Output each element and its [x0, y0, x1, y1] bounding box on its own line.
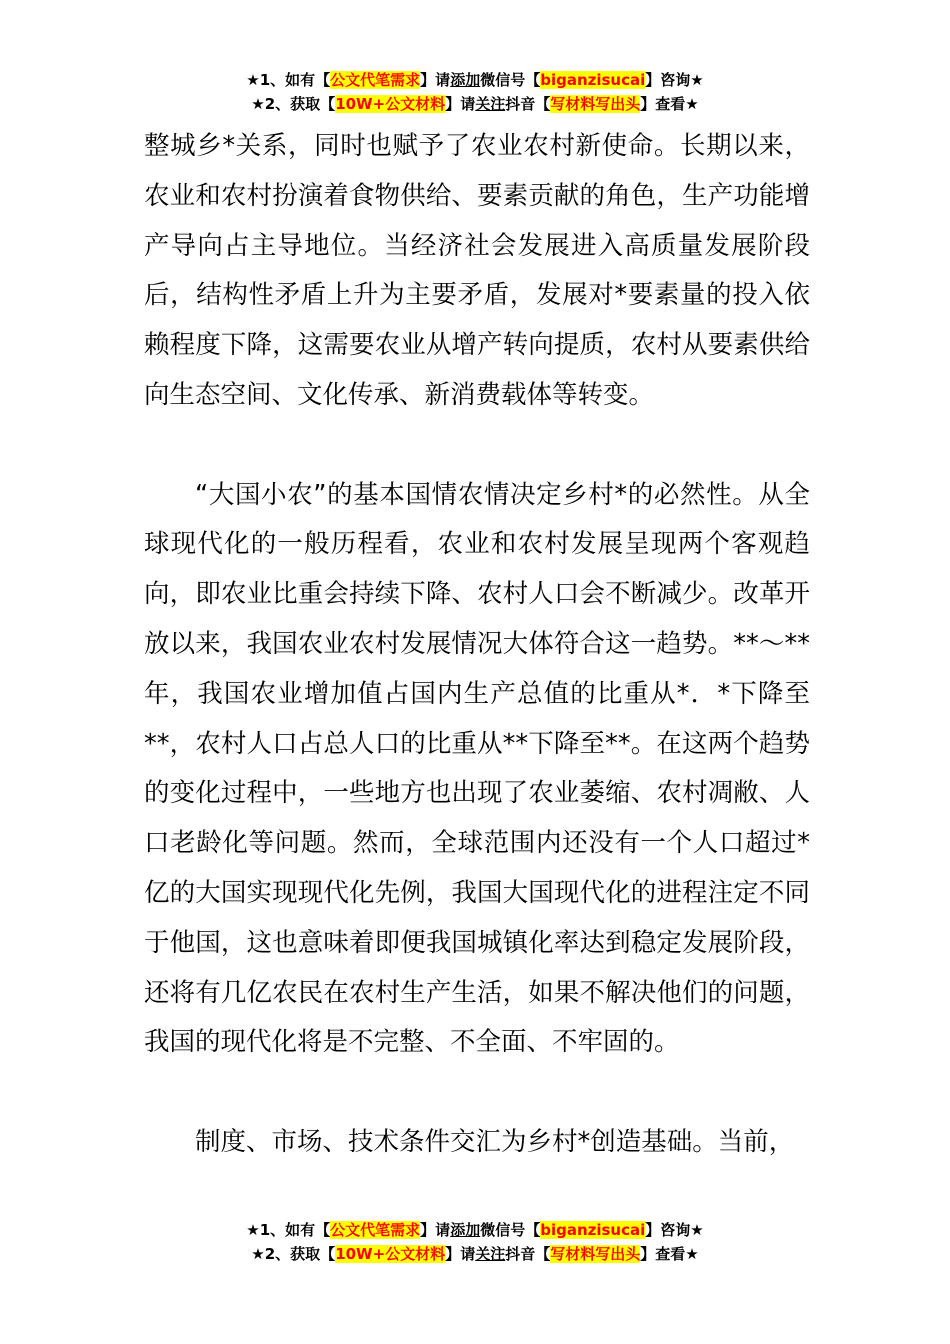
paragraph-spacer [144, 421, 810, 471]
banner-highlight-wechat-id: biganzisucai [540, 71, 646, 89]
banner-text: 微信号【 [480, 71, 541, 89]
paragraph-spacer [144, 1068, 810, 1118]
banner-highlight: 公文代笔需求 [330, 71, 421, 89]
banner-text: 抖音【 [505, 1245, 551, 1263]
banner-highlight-wechat-id: biganzisucai [540, 1221, 646, 1239]
banner-highlight: 10W+公文材料 [335, 95, 446, 113]
banner-text: 】咨询★ [645, 71, 704, 89]
banner-text: 】咨询★ [645, 1221, 704, 1239]
banner-text: 】请 [445, 1245, 476, 1263]
header-banner [0, 68, 950, 116]
paragraph-3: 制度、市场、技术条件交汇为乡村*创造基础。当前， [195, 1126, 795, 1157]
banner-text: 】请 [420, 71, 451, 89]
banner-text: ★1、如有【 [246, 71, 331, 89]
banner-underlined: 关注 [475, 95, 506, 113]
banner-line-2 [0, 1242, 950, 1266]
banner-underlined: 添加 [450, 71, 481, 89]
banner-highlight: 10W+公文材料 [335, 1245, 446, 1263]
banner-highlight-douyin: 写材料写出头 [550, 95, 641, 113]
banner-highlight-douyin: 写材料写出头 [550, 1245, 641, 1263]
banner-text: ★2、获取【 [251, 95, 336, 113]
banner-text: 】查看★ [640, 1245, 699, 1263]
banner-text: ★2、获取【 [251, 1245, 336, 1263]
banner-text: 】请 [420, 1221, 451, 1239]
banner-text: 】请 [445, 95, 476, 113]
banner-underlined: 关注 [475, 1245, 506, 1263]
banner-highlight: 公文代笔需求 [330, 1221, 421, 1239]
banner-text: 微信号【 [480, 1221, 541, 1239]
document-body [144, 122, 810, 1168]
banner-line-1 [0, 68, 950, 92]
footer-banner [0, 1218, 950, 1266]
paragraph-2: “大国小农”的基本国情农情决定乡村*的必然性。从全球现代化的一般历程看，农业和农村发展呈现两个客观趋向，即农业比重会持续下降、农村人口会不断减少。改革开放以来，我国农业农村发展情况大体符合这一趋势。**～**年，我国农业增加值占国内生产总值的比重从*．*下降至**，农村人口占总人口的比重从**下降至**。在这两个趋势的变化过程中，一些地方也出现了农业萎缩、农村凋敝、人口老龄化等问题。然而，全球范围内还没有一个人口超过*亿的大国实现现代化先例，我国大国现代化的进程注定不同于他国，这也意味着即便我国城镇化率达到稳定发展阶段，还将有几亿农民在农村生产生活，如果不解决他们的问题，我国的现代化将是不完整、不全面、不牢固的。 [144, 479, 810, 1058]
banner-line-2 [0, 92, 950, 116]
banner-text: ★1、如有【 [246, 1221, 331, 1239]
banner-text: 】查看★ [640, 95, 699, 113]
banner-text: 抖音【 [505, 95, 551, 113]
banner-underlined: 添加 [450, 1221, 481, 1239]
paragraph-1: 整城乡*关系，同时也赋予了农业农村新使命。长期以来，农业和农村扮演着食物供给、要素贡献的角色，生产功能增产导向占主导地位。当经济社会发展进入高质量发展阶段后，结构性矛盾上升为主要矛盾，发展对*要素量的投入依赖程度下降，这需要农业从增产转向提质，农村从要素供给向生态空间、文化传承、新消费载体等转变。 [144, 131, 810, 410]
banner-line-1 [0, 1218, 950, 1242]
